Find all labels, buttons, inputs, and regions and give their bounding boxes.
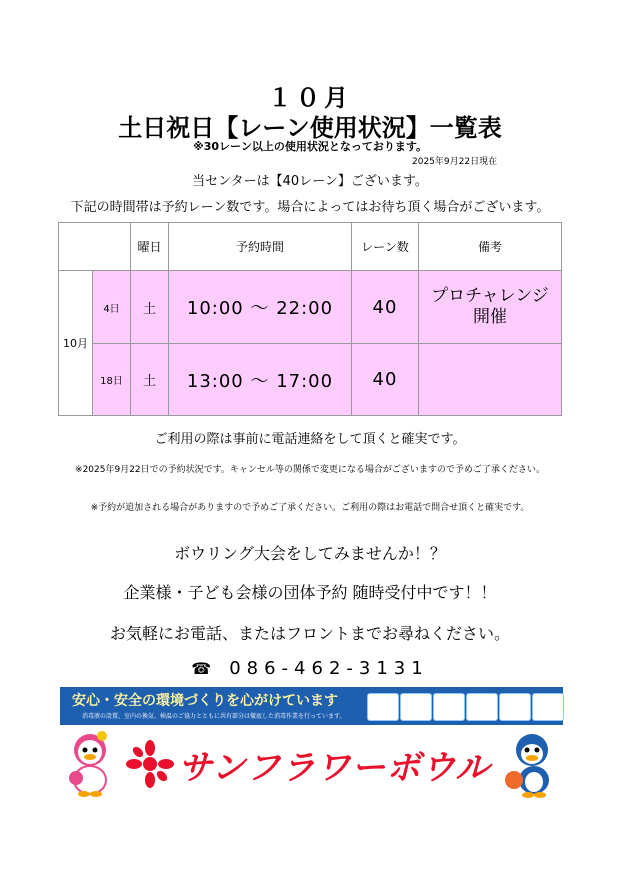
table-header-notes: 備考 [419, 223, 562, 271]
mascot-girl-icon [62, 728, 118, 798]
promo-line-1: ボウリング大会をしてみませんか！？ [174, 544, 446, 563]
spray-disinfect-icon [499, 693, 531, 721]
table-header-weekday: 曜日 [131, 223, 169, 271]
sunflower-logo-icon [126, 740, 174, 788]
notes-cell [419, 271, 562, 344]
hand-wash-icon [433, 693, 465, 721]
phone-number-line [0, 658, 620, 679]
table-row [59, 271, 562, 344]
sanitizer-icon [367, 693, 399, 721]
mask-icon [532, 693, 564, 721]
promo-line-3: お気軽にお電話、またはフロントまでお尋ねください。 [109, 624, 510, 643]
time-note: 下記の時間帯は予約レーン数です。場合によってはお待ち頂く場合がございます。 [70, 200, 550, 215]
lanes-cell: 40 [352, 344, 419, 416]
notes-cell [419, 344, 562, 416]
table-header-row [59, 223, 562, 271]
notes-line: 開催 [473, 307, 507, 327]
fine-print-1: ※2025年9月22日での予約状況です。キャンセル等の関係で変更になる場合がございますので予めご了承ください。 [75, 465, 545, 475]
month-title: １０月 [268, 84, 352, 112]
safety-banner [60, 687, 563, 725]
reservation-table [58, 222, 562, 416]
month-cell: 10月 [59, 271, 93, 416]
promo-line-2: 企業様・子ども会様の団体予約 随時受付中です！！ [123, 583, 497, 602]
date-cell: 18日 [93, 344, 131, 416]
as-of-date: 2025年9月22日現在 [412, 157, 498, 167]
logo-text: サンフラワーボウル [178, 748, 491, 788]
banner-title: 安心・安全の環境づくりを心がけています [72, 693, 338, 709]
table-header-lanes: レーン数 [352, 223, 419, 271]
table-header-blank [59, 223, 131, 271]
lanes-cell: 40 [352, 271, 419, 344]
telephone-icon: ☎ [191, 659, 212, 678]
phone-number: 086-462-3131 [229, 658, 429, 679]
weekday-cell: 土 [131, 271, 169, 344]
thermometer-icon [466, 693, 498, 721]
date-cell: 4日 [93, 271, 131, 344]
call-note: ご利用の際は事前に電話連絡をして頂くと確実です。 [154, 432, 466, 447]
notes-line: プロチャレンジ [431, 286, 549, 306]
mascot-penguin-icon [500, 728, 560, 798]
page-title: 土日祝日【レーン使用状況】一覧表 [118, 114, 502, 142]
time-cell: 13:00 ～ 17:00 [169, 344, 352, 416]
weekday-cell: 土 [131, 344, 169, 416]
lanes-info: 当センターは【40レーン】ございます。 [192, 174, 428, 189]
window-ventilation-icon [400, 693, 432, 721]
banner-subtitle: 消毒液の設置、室内の換気、検温のご協力とともに共有部分は徹底した消毒作業を行っています。 [82, 713, 346, 720]
time-cell: 10:00 ～ 22:00 [169, 271, 352, 344]
table-header-time: 予約時間 [169, 223, 352, 271]
subnote: ※30レーン以上の使用状況となっております。 [193, 140, 427, 153]
fine-print-2: ※予約が追加される場合がありますので予めご了承ください。ご利用の際はお電話で問合せ頂くと確実です。 [90, 503, 530, 513]
table-row [59, 344, 562, 416]
